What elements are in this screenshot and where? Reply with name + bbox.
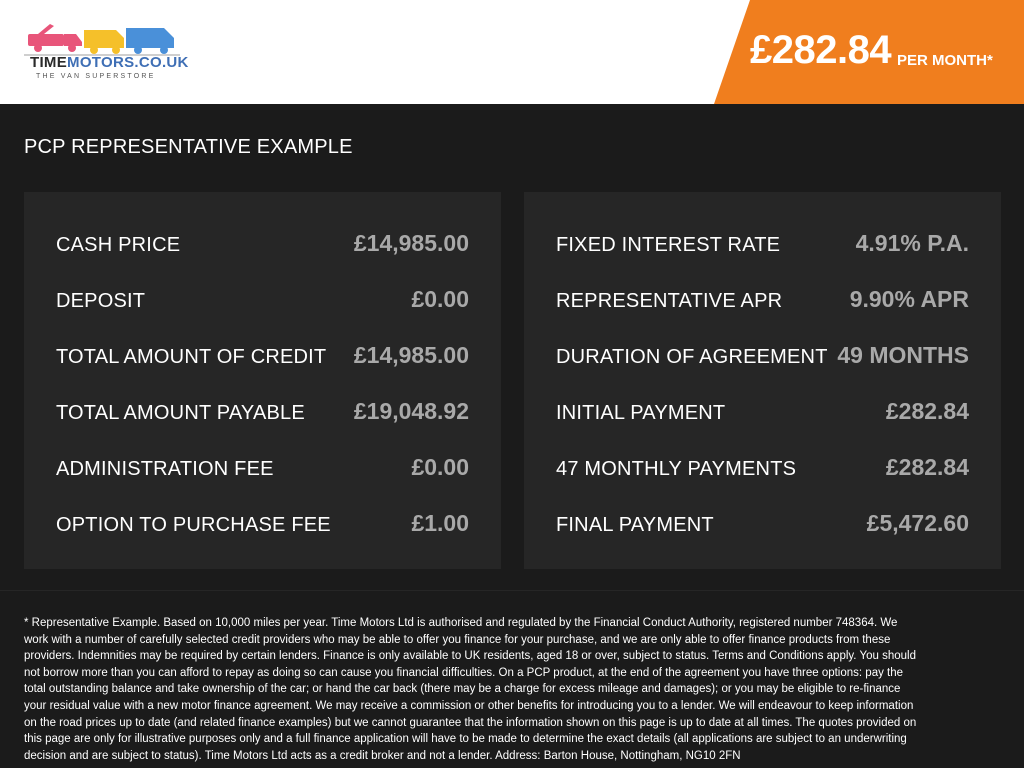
finance-panel-right [524,192,1001,569]
finance-row-label: INITIAL PAYMENT [556,402,726,424]
finance-row-value: £5,472.60 [866,510,969,536]
finance-row-label: REPRESENTATIVE APR [556,290,783,312]
finance-row [556,504,969,544]
finance-row [56,392,469,432]
finance-disclaimer: * Representative Example. Based on 10,000 miles per year. Time Motors Ltd is authorised and regulated by the Financial Conduct Authority, registered number 748364. We work with a number of carefully selected credit providers who may be able to offer you finance for your purchase, and we are only able to offer finance products from these providers. Indemnities may be required by certain lenders. Finance is only available to UK residents, aged 18 or over, subject to status. Terms and Conditions apply. You should not borrow more than you can afford to repay as doing so can cause you financial difficulties. On a PCP product, at the end of the agreement you have three options: pay the total outstanding balance and take ownership of the car; or hand the car back (there may be a charge for excess mileage and damages); or you may be eligible to re-finance your residual value with a new motor finance agreement. We may receive a commission or other benefits for introducing you to a lender. We will endeavour to keep information on the road prices up to date (and related finance examples) but we cannot guarantee that the information shown on this page is up to date at all times. The quotes provided on this page are only for illustrative purposes only and a full finance application will have to be made to determine the exact details (all applications are subject to an underwriting decision and are subject to status). Time Motors Ltd acts as a credit broker and not a lender. Address: Barton House, Nottingham, NG10 2FN [24,617,917,762]
finance-row-value: £0.00 [411,286,469,312]
finance-row [56,280,469,320]
finance-row-label: TOTAL AMOUNT PAYABLE [56,402,305,424]
finance-row-value: 49 MONTHS [837,342,969,368]
logo-wordmark [30,54,189,71]
finance-row [56,336,469,376]
finance-row-label: 47 MONTHLY PAYMENTS [556,458,797,480]
finance-row [56,448,469,488]
logo-tagline: THE VAN SUPERSTORE [36,73,156,80]
logo-text-b: MOTORS.CO.UK [67,54,189,71]
header [0,0,1024,104]
finance-row-label: ADMINISTRATION FEE [56,458,274,480]
finance-row-value: 9.90% APR [849,286,969,312]
finance-row-value: 4.91% P.A. [855,230,969,256]
finance-row-value: £1.00 [411,510,469,536]
section-title: PCP REPRESENTATIVE EXAMPLE [24,136,353,158]
finance-row-label: DURATION OF AGREEMENT [556,346,828,368]
finance-row-value: £0.00 [411,454,469,480]
finance-row [56,224,469,264]
finance-row [556,280,969,320]
vans-logo-icon [24,18,184,58]
finance-row-value: £282.84 [885,398,969,424]
monthly-price-suffix: PER MONTH* [897,52,993,69]
finance-row-label: FINAL PAYMENT [556,514,714,536]
finance-row [556,448,969,488]
finance-row [556,392,969,432]
finance-row-value: £14,985.00 [353,342,469,368]
finance-row-label: CASH PRICE [56,234,181,256]
finance-row-label: OPTION TO PURCHASE FEE [56,514,331,536]
finance-row-value: £14,985.00 [353,230,469,256]
monthly-price: £282.84 [750,28,892,72]
finance-row [556,336,969,376]
finance-row [56,504,469,544]
finance-row-label: FIXED INTEREST RATE [556,234,781,256]
finance-row-value: £282.84 [885,454,969,480]
finance-row-label: DEPOSIT [56,290,146,312]
finance-example-section [0,104,1024,590]
finance-panel-left [24,192,501,569]
logo-text-a: TIME [30,54,68,71]
finance-row-label: TOTAL AMOUNT OF CREDIT [56,346,327,368]
finance-row [556,224,969,264]
footer [0,590,1024,768]
finance-row-value: £19,048.92 [353,398,469,424]
